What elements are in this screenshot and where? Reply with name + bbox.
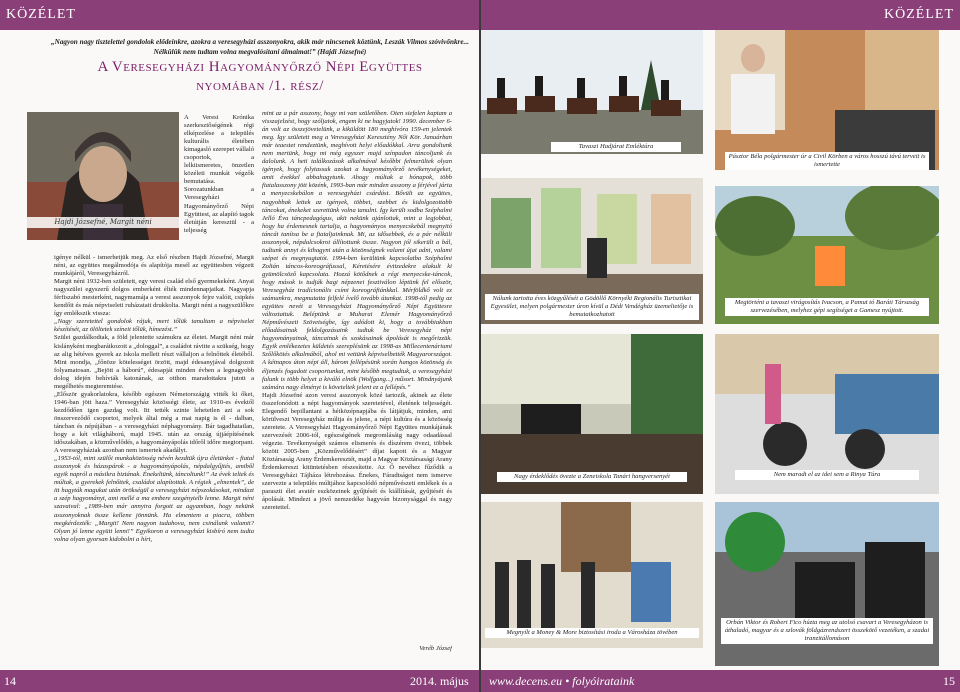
article-title-line1: A Veresegyházi Hagyományőrző Népi Együttes: [97, 59, 423, 75]
caption-rinya: Nem maradt el az idei sem a Rinya Túra: [735, 470, 919, 480]
photo-pasztor: [715, 30, 939, 170]
paragraph: Hajdi Józsefné azon veresi asszonyok közé tartozik, akinek az élete összefonódott a népi hagyományok szeretetével, életének teljességét. Elegendő bepillantani a hétközépnapjába és látjátjuk, minden, ami körülveszi Veresegyház múltja és jelene, a népi kultúra és a közösség szeretete. A Veresegyházi Hagyományőrző Népi Együttes munkájának szervezését 2006-tól, egészségének megromlásáig nagy odaadással végezte. Tevékenységét számos elismerés és díszérem övezi, többek között 2005-ben „Közművelődésért” díjat kapott és a Magyar Köztársaság Arany Érdemkeresztét, majd a Magyar Köztársasági Arany Érdemkereszt kitüntetésben részesítette. Az Ő nevéhez fűződik a Veresegyházi Tájháza létrehozása. Énekes, Fáradtságot nem ismerve szervezte a település múltjához kapcsolódó népművészeti emlékek és a paraszti élet avatér eszközeinek gyűjtését és kiállítását, gyűjtését és ápolását. Mindezt a jövő nemzedéke hagyván bizonysággal és nagy szeretettel.: [262, 391, 452, 512]
text-beside-photo: [184, 114, 254, 254]
caption-orban: Orbán Viktor és Robert Fico húzta meg az utolsó csavart a Veresegyházon is áthaladó, magyar és a szlovák földgázrendszert összekötő vezetéken, a szadai tranzitállomáson: [721, 618, 933, 644]
horses-image: [481, 30, 703, 154]
caption-money: Megnyílt a Money & More biztosítási iroda a Városháza tövében: [485, 628, 699, 638]
signature: Veréb József: [419, 645, 452, 652]
photo-koncert: [481, 334, 703, 494]
issue-date: 2014. május: [410, 674, 469, 688]
paragraph: igénye nélkül - ismerhetjük meg. Az első részben Hajdi Józsefné, Margit néni, az együttes megálmodója és alapítója mesél az együttesben végzett munkájáról, Veresegyházról.: [54, 254, 254, 278]
caption-viragos: Megtörtént a tavaszi virágosítás Ivacson, a Pamut tó Baráti Társaság szervezésében, melyhez gépi segítséget a Gamesz nyújtott.: [725, 298, 929, 316]
portrait-caption: Hajdi Józsefné, Margit néni: [27, 217, 179, 228]
photo-money: [481, 502, 703, 648]
left-page: [0, 0, 479, 692]
photo-orban: [715, 502, 939, 666]
text-column-right: [262, 110, 452, 644]
paragraph-quote: mint az a pár asszony, hogy mi van születőben. Öten siefelen kaptam a visszajelzést, hogy szóljatok, engem ki ne hagyjatok! 1990. december 6-án volt az összejövetelünk, a kiküldött 180 meghívóra 159-en jelentek meg. Így született meg a Veresegyházi Keresztény Női Kör. Januárban már teaestet rendeztünk, meghívott helyi előadókkal. Arra gondoltunk nem mertünk, hogy mi még egyszer majd színpadon táncoljunk és dalolunk. A heti találkozások alkalmával későbbi felmerültek olyan igények, hogy folytassuk azokat a hagyományőrző tevékenységeket, amit évekkel abbahagytunk. Ahogy múltak a hónapok, több fiatalasszony jött közénk, 1993-ban már minden asszony a férjével járta a menyecskebálon a veresegyházi csárdást. Bővült az együttes, nagyobbak lettek az igények, többet, szebbet és kidolgozottabb táncokat, énekeket szerettünk volna tanulni. Így került sodba Széphalmi Jelló Éva táncpedagógus, akit nekünk ajánlottak, mint a legjobbat, hogy ha érdemesnek tartalja, a hagyományos menyecskebál megnyitó táncát tanítsa be a fiataljainknak. Mi, az idősebbek, és a pár nélküli asszonyok, népdalcsokrot állítottunk össze. Nagyon jól sikerült a bál, tudtunk annyi és kihagyni után a közönségnek valami újat adni, valami szépet és megnyugtatót. 1994-ben kerültünk kapcsolatba Széphalmi Zoltán táncos-koreográfussal, Kéretésére évtizedekre alakult ki gyümölcsöző kapcsolata. Hozzá kötődnek a régi menyecske-táncok, hogy mások is tudják bagi népzenei fesztiválon léptünk fel először, Veresegyház tradícionális csími koreográfiánkkal. Mérföldkő volt ez számunkra, megmutatta felfelé ívelő tovább útunkat. 1998-tól pedig az együttes nevét a Veresegyházi Hagyományőrző Népi Együttesre változtattuk. Beléptünk a Muharai Elemér Hagyományőrző Népművészeti Szövetségbe, így adódott ki, hogy a továbbiakban előadásainak feldolgozásaink tudtuk be Veresegyház népi hagyományainak, táncainak és szokásainak ápolását is megőrizzük. Egyik emlékezetes küldetés szereplésünk az 1998-as Millecentenáriumi Szőlőkötés alkalmából, ahol mi vettünk képviselbették Magyarországot. A kétnapos úton népi áll, három fellépésünk során hangos közönség és éljenzés fogadott csoportunkat, mint később megtudtuk, a veresegyházi falunk is több helyet a kiváló elnök (Wolfgang...) műsort. Mindnyájunk számára nagy élményt is követeltek jelent ez a fellépés.”: [262, 110, 452, 391]
photo-nalunk: [481, 178, 703, 324]
left-footer: [0, 670, 479, 692]
page-number: 15: [943, 674, 955, 688]
paragraph: „Először gyakorlatokra, később egészen Németországig vitték ki őket, 1946-ban jött haza.” Veresegyház közösségi élete, az 1910-es évektől kezdődően igen gazdag volt. Itt tették szinte lehetetlen azt a sok önszerveződő csoportot, melyek által még a mai napig is él - dalban, táncban és népújában - a veresegyházi néphagyomány. Bár tagadhatatlan, hogy a két világháború, majd 1945. után az ország újjáépítésének időszakában, a közművelődés, a hagyományápolás időről időre megtorpant. A veresegyháziak azonban nem ismertek akadályt.: [54, 390, 254, 455]
right-page: [481, 0, 960, 692]
paragraph-quote: „1953-tól, mint szülői munkaközösség névén kezdtük újra életünket - fiatal asszonyok és házaspárok - a hagyományápolás, népdalgyűjtés, amiből egyik napról a másikra biztának. Énekeltünk, táncoltunk!” Az évek teltek és múltak, a gyerekek felnőttek, családot alapítottak. A régiek „elmentek”, de itt hagyták magukat után örökségül a veresegyházi népszokásokat, mindazt a szép hagyományt, ami mellé a ma embere szegénytelb lenne. Margit néni szavaival: „1989-ben már annyira forgott az agyamban, hogy nekünk asszonyoknak össze kellene jönnünk. Ha elmentem a piacra, többen megkérdezték: „Margit! Nem nagyon tudahova, nem csinálunk valamit? Olyan jó lenne együtt lenni!” Egyikoron a veresegyházi kisbíró nem tudta volna olyan gyorsan kidobolni a hírt,: [54, 455, 254, 543]
article-title: [50, 58, 470, 96]
caption-nalunk: Nálunk tartotta éves közgyűlését a Gödöllő Környéki Regionális Turisztikai Egyesület, melyen polgármester úron kívül a Dédi Vendégház üzemeltetője is bemutatkozhatott: [485, 294, 699, 320]
portrait-photo: [27, 112, 179, 240]
article-title-line2: nyomában /1. rész/: [196, 78, 324, 94]
photo-horses: [481, 30, 703, 154]
pasztor-image: [715, 30, 939, 170]
website-link[interactable]: www.decens.eu • folyóirataink: [489, 674, 635, 688]
intro-quote: „Nagyon nagy tisztelettel gondolok elődeinkre, azokra a veresegyházi asszonyokra, akik már nincsenek köztünk, Leszák Vilmos szóvivőnkre... Nélkülük nem tudtam volna megvalósítani álmaimat!” (Hajdi Józsefné): [51, 38, 469, 56]
photo-rinya: [715, 334, 939, 494]
right-section-header: KÖZÉLET: [481, 0, 960, 30]
page-number: 14: [4, 674, 16, 688]
photo-viragos: [715, 186, 939, 324]
paragraph: Margit néni 1932-ben született, egy veresi család első gyermekeként. Anyai nagyszülei egyszerű dolgos emberként élték mindennapjaikat. Nagyapja férfiszabó mesterként, nagymamája a veresi asszonyok fejre valóit, csipkés kendőit és más népviseleti ruházatait drukkolta. Margit néni a nagyszülőkre így emlékszik vissza:: [54, 278, 254, 318]
koncert-image: [481, 334, 703, 494]
caption-koncert: Nagy érdeklődés övezte a Zeneiskola Tanári hangversenyét: [497, 472, 687, 482]
text-column-left: [54, 254, 254, 656]
caption-pasztor: Pásztor Béla polgármester úr a Civil Körben a város hosszú távú terveit is ismertette: [725, 152, 929, 170]
money-image: [481, 502, 703, 648]
paragraph-quote: „Nagy szeretettel gondolok rájuk, mert tőlük tanultam a népviselet készítését, az ölöltetek színeit tőlük, hímezést.”: [54, 318, 254, 334]
paragraph: A Veresi Krónika szerkesztőségének régi elképzelése a település kulturális életében kimagasló szerepet vállaló csoportok, a lelkiismeretes, önzetlen közéleti munkát végzők bemutatása. Sorozatunkban a Veresegyházi Hagyományőrző Népi Együttest, az alapító tagok életútján keresztül - a teljesség: [184, 114, 254, 234]
right-footer: [481, 670, 960, 692]
caption-horses: Tavaszi Hadjárat Emléktúra: [551, 142, 681, 152]
left-section-header: KÖZÉLET: [0, 0, 479, 30]
paragraph: Szülei gazdálkodtak, a föld jelentette számukra az életet. Margit néni már kislányként megbarátkozott a „dologgal”, a családot rávitte a szükség, hogy az alig hétéves gyerek az iskola mellett részt vállaljon a felnőttek életéből. Mint mondja, „főnöze kötelességet örzött, majd édesanyjával dolgozott folyamatosan. „Bejött a háború”, édesapját minden évben a legnagyobb dolog idején behívták katonának, az otthon maradottakra jutott a megélhetés megteremtése.: [54, 334, 254, 390]
